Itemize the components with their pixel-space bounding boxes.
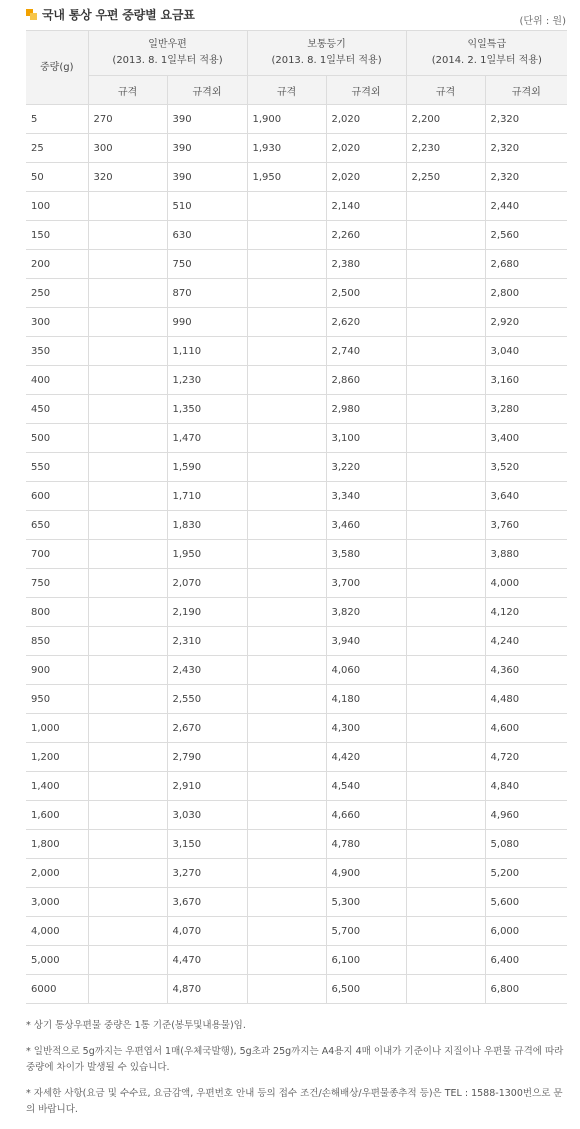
table-row <box>26 975 567 1004</box>
express-standard-cell <box>406 975 485 1004</box>
registered-nonstandard-cell: 4,420 <box>326 743 406 772</box>
express-nonstandard-cell: 2,320 <box>485 134 567 163</box>
regular-nonstandard-cell: 2,310 <box>167 627 247 656</box>
weight-cell: 1,000 <box>26 714 88 743</box>
registered-standard-cell <box>247 801 326 830</box>
express-nonstandard-cell: 3,880 <box>485 540 567 569</box>
registered-nonstandard-cell: 6,100 <box>326 946 406 975</box>
regular-standard-cell: 270 <box>88 105 167 134</box>
regular-nonstandard-cell: 870 <box>167 279 247 308</box>
registered-standard-cell <box>247 598 326 627</box>
registered-nonstandard-cell: 3,580 <box>326 540 406 569</box>
weight-cell: 5,000 <box>26 946 88 975</box>
regular-nonstandard-cell: 2,790 <box>167 743 247 772</box>
weight-cell: 1,800 <box>26 830 88 859</box>
regular-nonstandard-cell: 2,550 <box>167 685 247 714</box>
registered-standard-cell <box>247 917 326 946</box>
regular-standard-cell <box>88 917 167 946</box>
table-row <box>26 946 567 975</box>
table-row <box>26 482 567 511</box>
table-row <box>26 424 567 453</box>
regular-standard-cell <box>88 772 167 801</box>
registered-nonstandard-cell: 4,060 <box>326 656 406 685</box>
registered-nonstandard-cell: 2,020 <box>326 134 406 163</box>
regular-standard-cell <box>88 859 167 888</box>
regular-standard-cell <box>88 337 167 366</box>
express-nonstandard-cell: 6,000 <box>485 917 567 946</box>
express-nonstandard-cell: 3,640 <box>485 482 567 511</box>
weight-cell: 50 <box>26 163 88 192</box>
table-row <box>26 685 567 714</box>
regular-nonstandard-cell: 390 <box>167 163 247 192</box>
registered-nonstandard-cell: 4,300 <box>326 714 406 743</box>
registered-standard-cell <box>247 975 326 1004</box>
registered-nonstandard-cell: 6,500 <box>326 975 406 1004</box>
table-row <box>26 163 567 192</box>
express-nonstandard-cell: 4,120 <box>485 598 567 627</box>
title-row <box>26 6 195 23</box>
rate-table-body <box>26 105 567 1004</box>
express-standard-cell <box>406 714 485 743</box>
note-item: * 상기 통상우편물 중량은 1통 기준(봉투및내용물)임. <box>26 1020 246 1031</box>
regular-nonstandard-cell: 390 <box>167 105 247 134</box>
registered-standard-cell <box>247 540 326 569</box>
registered-standard-cell <box>247 569 326 598</box>
express-nonstandard-cell: 4,720 <box>485 743 567 772</box>
group-header-row <box>26 31 567 76</box>
express-standard-cell: 2,200 <box>406 105 485 134</box>
regular-standard-cell <box>88 395 167 424</box>
registered-nonstandard-cell: 4,540 <box>326 772 406 801</box>
express-nonstandard-cell: 4,240 <box>485 627 567 656</box>
express-nonstandard-cell: 2,320 <box>485 163 567 192</box>
express-nonstandard-cell: 5,600 <box>485 888 567 917</box>
table-row <box>26 453 567 482</box>
registered-nonstandard-cell: 4,780 <box>326 830 406 859</box>
registered-standard-cell <box>247 482 326 511</box>
table-row <box>26 221 567 250</box>
express-standard-cell <box>406 598 485 627</box>
weight-cell: 2,000 <box>26 859 88 888</box>
express-standard-cell <box>406 366 485 395</box>
regular-standard-cell <box>88 366 167 395</box>
regular-nonstandard-cell: 1,230 <box>167 366 247 395</box>
weight-cell: 25 <box>26 134 88 163</box>
express-standard-cell: 2,250 <box>406 163 485 192</box>
express-nonstandard-cell: 2,680 <box>485 250 567 279</box>
registered-standard-cell <box>247 424 326 453</box>
weight-cell: 1,600 <box>26 801 88 830</box>
express-nonstandard-cell: 3,400 <box>485 424 567 453</box>
regular-standard-cell <box>88 424 167 453</box>
registered-nonstandard-cell: 2,020 <box>326 105 406 134</box>
express-standard-cell <box>406 801 485 830</box>
registered-nonstandard-cell: 2,980 <box>326 395 406 424</box>
regular-standard-cell <box>88 482 167 511</box>
registered-standard-cell <box>247 743 326 772</box>
registered-standard-cell <box>247 888 326 917</box>
regular-nonstandard-cell: 3,270 <box>167 859 247 888</box>
regular-nonstandard-cell: 2,190 <box>167 598 247 627</box>
regular-nonstandard-cell: 1,590 <box>167 453 247 482</box>
express-standard-cell <box>406 569 485 598</box>
table-row <box>26 859 567 888</box>
regular-nonstandard-cell: 630 <box>167 221 247 250</box>
express-standard-cell <box>406 656 485 685</box>
regular-nonstandard-cell: 4,470 <box>167 946 247 975</box>
regular-standard-cell <box>88 685 167 714</box>
express-standard-cell <box>406 511 485 540</box>
registered-nonstandard-cell: 3,820 <box>326 598 406 627</box>
page-title: 국내 통상 우편 중량별 요금표 <box>42 8 195 22</box>
express-nonstandard-cell: 4,000 <box>485 569 567 598</box>
express-standard-cell <box>406 453 485 482</box>
regular-nonstandard-cell: 4,870 <box>167 975 247 1004</box>
express-nonstandard-cell: 5,200 <box>485 859 567 888</box>
sub-header-standard: 규격 <box>88 76 167 105</box>
regular-nonstandard-cell: 2,670 <box>167 714 247 743</box>
sub-header-standard: 규격 <box>406 76 485 105</box>
regular-nonstandard-cell: 3,030 <box>167 801 247 830</box>
weight-cell: 300 <box>26 308 88 337</box>
express-standard-cell <box>406 250 485 279</box>
express-standard-cell <box>406 308 485 337</box>
registered-standard-cell <box>247 337 326 366</box>
regular-standard-cell <box>88 569 167 598</box>
regular-nonstandard-cell: 3,670 <box>167 888 247 917</box>
table-row <box>26 308 567 337</box>
express-standard-cell <box>406 221 485 250</box>
registered-nonstandard-cell: 5,300 <box>326 888 406 917</box>
table-row <box>26 279 567 308</box>
table-row <box>26 917 567 946</box>
regular-nonstandard-cell: 2,910 <box>167 772 247 801</box>
table-row <box>26 250 567 279</box>
regular-nonstandard-cell: 1,950 <box>167 540 247 569</box>
registered-standard-cell <box>247 308 326 337</box>
regular-standard-cell: 320 <box>88 163 167 192</box>
regular-standard-cell <box>88 627 167 656</box>
registered-standard-cell <box>247 627 326 656</box>
regular-standard-cell <box>88 221 167 250</box>
registered-nonstandard-cell: 3,100 <box>326 424 406 453</box>
express-nonstandard-cell: 2,560 <box>485 221 567 250</box>
express-nonstandard-cell: 3,160 <box>485 366 567 395</box>
regular-standard-cell <box>88 453 167 482</box>
express-nonstandard-cell: 4,480 <box>485 685 567 714</box>
regular-nonstandard-cell: 3,150 <box>167 830 247 859</box>
regular-standard-cell <box>88 656 167 685</box>
express-nonstandard-cell: 3,280 <box>485 395 567 424</box>
weight-cell: 450 <box>26 395 88 424</box>
regular-standard-cell <box>88 975 167 1004</box>
express-standard-cell <box>406 424 485 453</box>
table-row <box>26 627 567 656</box>
registered-standard-cell: 1,950 <box>247 163 326 192</box>
group-header-regular: 일반우편 (2013. 8. 1일부터 적용) <box>88 31 247 76</box>
weight-cell: 150 <box>26 221 88 250</box>
express-standard-cell <box>406 772 485 801</box>
regular-nonstandard-cell: 1,470 <box>167 424 247 453</box>
registered-nonstandard-cell: 3,340 <box>326 482 406 511</box>
weight-cell: 850 <box>26 627 88 656</box>
regular-standard-cell <box>88 279 167 308</box>
table-row <box>26 888 567 917</box>
weight-cell: 100 <box>26 192 88 221</box>
regular-nonstandard-cell: 1,350 <box>167 395 247 424</box>
table-row <box>26 656 567 685</box>
weight-cell: 950 <box>26 685 88 714</box>
weight-cell: 650 <box>26 511 88 540</box>
regular-nonstandard-cell: 750 <box>167 250 247 279</box>
sub-header-nonstandard: 규격외 <box>485 76 567 105</box>
registered-standard-cell <box>247 772 326 801</box>
weight-cell: 4,000 <box>26 917 88 946</box>
express-standard-cell <box>406 946 485 975</box>
registered-standard-cell <box>247 221 326 250</box>
regular-nonstandard-cell: 1,830 <box>167 511 247 540</box>
express-nonstandard-cell: 2,320 <box>485 105 567 134</box>
express-standard-cell <box>406 917 485 946</box>
bullet-squares-icon <box>26 9 37 20</box>
unit-label: (단위 : 원) <box>519 16 566 27</box>
express-nonstandard-cell: 3,760 <box>485 511 567 540</box>
weight-cell: 200 <box>26 250 88 279</box>
weight-cell: 700 <box>26 540 88 569</box>
notes <box>26 1018 566 1128</box>
registered-nonstandard-cell: 2,620 <box>326 308 406 337</box>
weight-cell: 550 <box>26 453 88 482</box>
weight-cell: 600 <box>26 482 88 511</box>
weight-header: 중량(g) <box>26 31 88 105</box>
registered-standard-cell <box>247 830 326 859</box>
registered-standard-cell <box>247 279 326 308</box>
express-standard-cell <box>406 627 485 656</box>
registered-nonstandard-cell: 2,260 <box>326 221 406 250</box>
group-header-express: 익일특급 (2014. 2. 1일부터 적용) <box>406 31 567 76</box>
express-nonstandard-cell: 3,040 <box>485 337 567 366</box>
sub-header-nonstandard: 규격외 <box>167 76 247 105</box>
registered-nonstandard-cell: 3,940 <box>326 627 406 656</box>
regular-nonstandard-cell: 390 <box>167 134 247 163</box>
table-row <box>26 830 567 859</box>
registered-nonstandard-cell: 4,180 <box>326 685 406 714</box>
express-standard-cell <box>406 395 485 424</box>
registered-standard-cell <box>247 366 326 395</box>
weight-cell: 350 <box>26 337 88 366</box>
table-row <box>26 134 567 163</box>
express-nonstandard-cell: 2,800 <box>485 279 567 308</box>
sub-header-nonstandard: 규격외 <box>326 76 406 105</box>
weight-cell: 3,000 <box>26 888 88 917</box>
express-nonstandard-cell: 2,440 <box>485 192 567 221</box>
express-standard-cell <box>406 743 485 772</box>
table-row <box>26 105 567 134</box>
regular-nonstandard-cell: 1,710 <box>167 482 247 511</box>
registered-nonstandard-cell: 2,020 <box>326 163 406 192</box>
registered-standard-cell <box>247 395 326 424</box>
note-item: * 일반적으로 5g까지는 우편엽서 1매(우체국발행), 5g초과 25g까지는 A4용지 4매 이내가 기준이나 지질이나 우편물 규격에 따라 중량에 차이가 발생될 수 있습니다. <box>26 1046 564 1073</box>
regular-standard-cell <box>88 598 167 627</box>
registered-nonstandard-cell: 2,860 <box>326 366 406 395</box>
registered-nonstandard-cell: 2,500 <box>326 279 406 308</box>
weight-cell: 900 <box>26 656 88 685</box>
express-nonstandard-cell: 3,520 <box>485 453 567 482</box>
regular-standard-cell <box>88 743 167 772</box>
express-standard-cell <box>406 482 485 511</box>
registered-nonstandard-cell: 2,740 <box>326 337 406 366</box>
regular-nonstandard-cell: 510 <box>167 192 247 221</box>
express-nonstandard-cell: 6,800 <box>485 975 567 1004</box>
express-nonstandard-cell: 6,400 <box>485 946 567 975</box>
express-standard-cell <box>406 337 485 366</box>
registered-nonstandard-cell: 4,660 <box>326 801 406 830</box>
registered-nonstandard-cell: 4,900 <box>326 859 406 888</box>
registered-nonstandard-cell: 3,460 <box>326 511 406 540</box>
weight-cell: 1,400 <box>26 772 88 801</box>
express-standard-cell <box>406 192 485 221</box>
registered-standard-cell <box>247 714 326 743</box>
registered-standard-cell <box>247 946 326 975</box>
registered-nonstandard-cell: 3,700 <box>326 569 406 598</box>
regular-standard-cell <box>88 250 167 279</box>
weight-cell: 400 <box>26 366 88 395</box>
weight-cell: 750 <box>26 569 88 598</box>
table-row <box>26 772 567 801</box>
weight-cell: 250 <box>26 279 88 308</box>
table-row <box>26 511 567 540</box>
regular-nonstandard-cell: 2,430 <box>167 656 247 685</box>
registered-nonstandard-cell: 2,380 <box>326 250 406 279</box>
express-standard-cell <box>406 540 485 569</box>
express-standard-cell <box>406 859 485 888</box>
regular-standard-cell <box>88 308 167 337</box>
registered-standard-cell <box>247 656 326 685</box>
express-standard-cell <box>406 279 485 308</box>
registered-standard-cell: 1,900 <box>247 105 326 134</box>
express-nonstandard-cell: 4,600 <box>485 714 567 743</box>
note-item: * 자세한 사항(요금 및 수수료, 요금감액, 우편번호 안내 등의 접수 조건/손해배상/우편물종추적 등)은 TEL : 1588-1300번으로 문의 바랍니다. <box>26 1088 563 1115</box>
weight-cell: 500 <box>26 424 88 453</box>
table-row <box>26 598 567 627</box>
regular-standard-cell <box>88 511 167 540</box>
registered-standard-cell <box>247 453 326 482</box>
regular-standard-cell <box>88 192 167 221</box>
regular-standard-cell <box>88 801 167 830</box>
regular-standard-cell <box>88 888 167 917</box>
weight-cell: 6000 <box>26 975 88 1004</box>
registered-standard-cell <box>247 192 326 221</box>
table-row <box>26 337 567 366</box>
express-standard-cell: 2,230 <box>406 134 485 163</box>
postal-rate-table <box>26 30 567 1004</box>
registered-standard-cell <box>247 250 326 279</box>
regular-standard-cell <box>88 540 167 569</box>
regular-standard-cell <box>88 946 167 975</box>
regular-nonstandard-cell: 990 <box>167 308 247 337</box>
express-standard-cell <box>406 830 485 859</box>
express-nonstandard-cell: 2,920 <box>485 308 567 337</box>
table-row <box>26 569 567 598</box>
weight-cell: 1,200 <box>26 743 88 772</box>
sub-header-standard: 규격 <box>247 76 326 105</box>
express-standard-cell <box>406 888 485 917</box>
registered-standard-cell <box>247 859 326 888</box>
table-row <box>26 366 567 395</box>
registered-nonstandard-cell: 5,700 <box>326 917 406 946</box>
table-row <box>26 540 567 569</box>
registered-standard-cell <box>247 511 326 540</box>
sub-header-row <box>26 76 567 105</box>
express-nonstandard-cell: 4,840 <box>485 772 567 801</box>
registered-nonstandard-cell: 3,220 <box>326 453 406 482</box>
regular-nonstandard-cell: 1,110 <box>167 337 247 366</box>
group-header-registered: 보통등기 (2013. 8. 1일부터 적용) <box>247 31 406 76</box>
registered-standard-cell <box>247 685 326 714</box>
table-row <box>26 743 567 772</box>
table-row <box>26 714 567 743</box>
express-standard-cell <box>406 685 485 714</box>
regular-standard-cell <box>88 714 167 743</box>
express-nonstandard-cell: 4,960 <box>485 801 567 830</box>
table-row <box>26 192 567 221</box>
regular-standard-cell: 300 <box>88 134 167 163</box>
express-nonstandard-cell: 5,080 <box>485 830 567 859</box>
regular-standard-cell <box>88 830 167 859</box>
regular-nonstandard-cell: 4,070 <box>167 917 247 946</box>
registered-nonstandard-cell: 2,140 <box>326 192 406 221</box>
weight-cell: 5 <box>26 105 88 134</box>
express-nonstandard-cell: 4,360 <box>485 656 567 685</box>
weight-cell: 800 <box>26 598 88 627</box>
table-row <box>26 801 567 830</box>
table-row <box>26 395 567 424</box>
regular-nonstandard-cell: 2,070 <box>167 569 247 598</box>
registered-standard-cell: 1,930 <box>247 134 326 163</box>
